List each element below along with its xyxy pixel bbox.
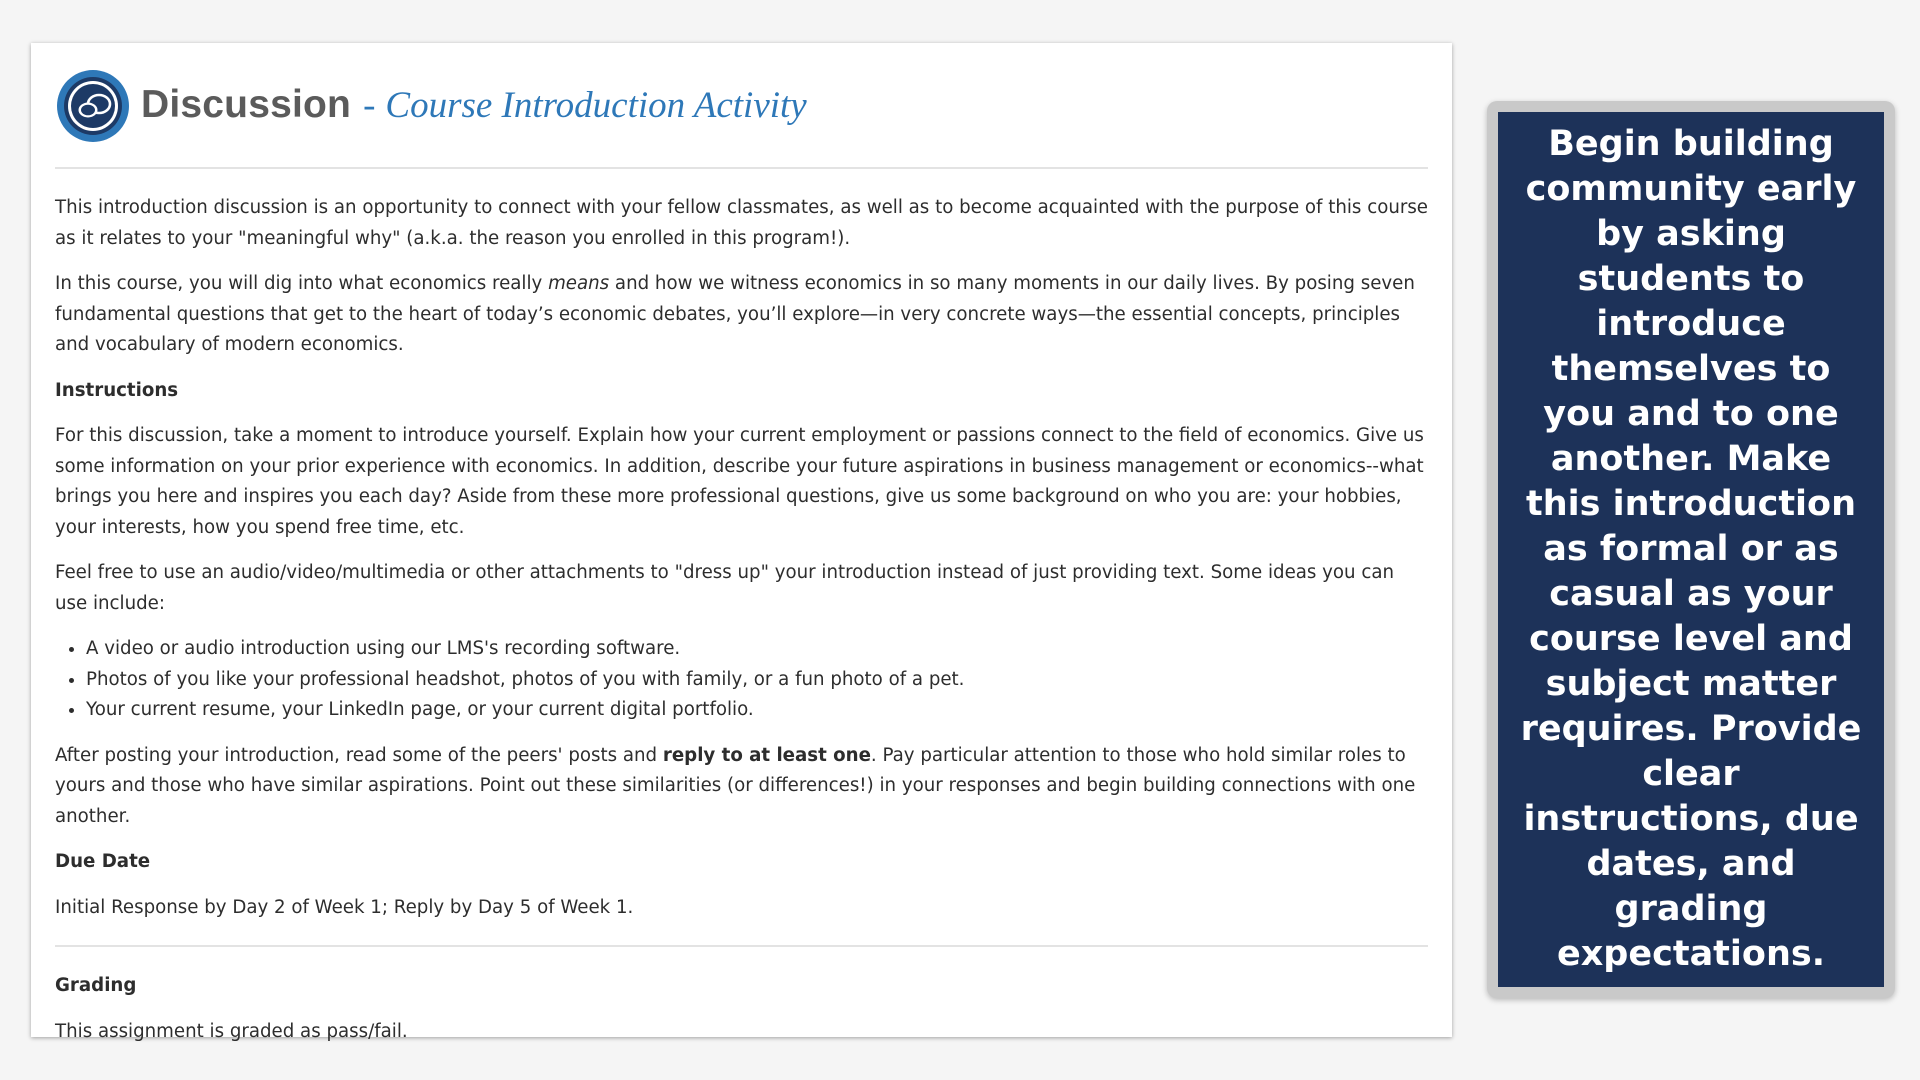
discussion-header: [55, 43, 1428, 169]
instructions-paragraph: For this discussion, take a moment to introduce yourself. Explain how your current employment or passions connect to the field of economics. Give us some information on your prior experience with economics. In addition, describe your future aspirations in business management or economics--what brings you here and inspires you each day? Aside from these more professional questions, give us some background on who you are: your hobbies, your interests, how you spend free time, etc.: [55, 425, 1424, 538]
course-description-part: and how we witness economics in so many moments in our daily lives. By posing seven fundamental questions that get to the heart of today’s economic debates, you’ll explore—in very concrete ways—the essential concepts, principles and vocabulary of modern economics.: [55, 273, 1415, 355]
reply-paragraph-part: . Pay particular attention to those who hold similar roles to yours and those who have similar aspirations. Point out these similarities (or differences!) in your responses and begin building connections with one another.: [55, 744, 1416, 827]
due-date-text: Initial Response by Day 2 of Week 1; Reply by Day 5 of Week 1.: [55, 896, 634, 918]
callout-frame: [1487, 101, 1895, 998]
section-divider: [55, 945, 1428, 947]
list-item: • Your current resume, your LinkedIn page, or your current digital portfolio.: [86, 695, 1428, 726]
instructions-heading: Instructions: [55, 379, 179, 401]
page-subtitle: Course Introduction Activity: [385, 84, 807, 126]
grading-text: This assignment is graded as pass/fail.: [55, 1020, 408, 1042]
ideas-list: [55, 634, 1428, 726]
due-date-heading: Due Date: [55, 851, 151, 872]
list-item: • Photos of you like your professional headshot, photos of you with family, or a fun photo of a pet.: [86, 665, 1428, 696]
callout-text: Begin building community early by asking students to introduce themselves to you and to one another. Make this introduction as formal or as casual as your course level and subject matter requires. Provide clear instructions, due dates, and grading expectations.: [1520, 124, 1862, 974]
reply-requirement: reply to at least one: [662, 744, 871, 766]
title-separator: -: [363, 84, 376, 126]
grading-heading: Grading: [55, 975, 137, 996]
chat-bubble-icon: [55, 67, 131, 143]
course-description-part: In this course, you will dig into what economics really: [55, 273, 549, 294]
callout-box: [1498, 112, 1884, 987]
page-title: Discussion: [141, 83, 352, 126]
course-description-paragraph: [55, 269, 1428, 361]
intro-paragraph: This introduction discussion is an opportunity to connect with your fellow classmates, as well as to become acquainted with the purpose of this course as it relates to your "meaningful why" (a.k.a. the reason you enrolled in this program!).: [55, 197, 1428, 249]
list-item: • A video or audio introduction using our LMS's recording software.: [86, 634, 1428, 665]
reply-paragraph-part: After posting your introduction, read some of the peers' posts and: [55, 744, 663, 766]
discussion-body: [55, 169, 1428, 1047]
discussion-card: [31, 43, 1452, 1042]
reply-paragraph: [55, 741, 1428, 833]
attachments-paragraph: Feel free to use an audio/video/multimedia or other attachments to "dress up" your introduction instead of just providing text. Some ideas you can use include:: [55, 562, 1395, 614]
emphasis-means: means: [548, 273, 610, 294]
